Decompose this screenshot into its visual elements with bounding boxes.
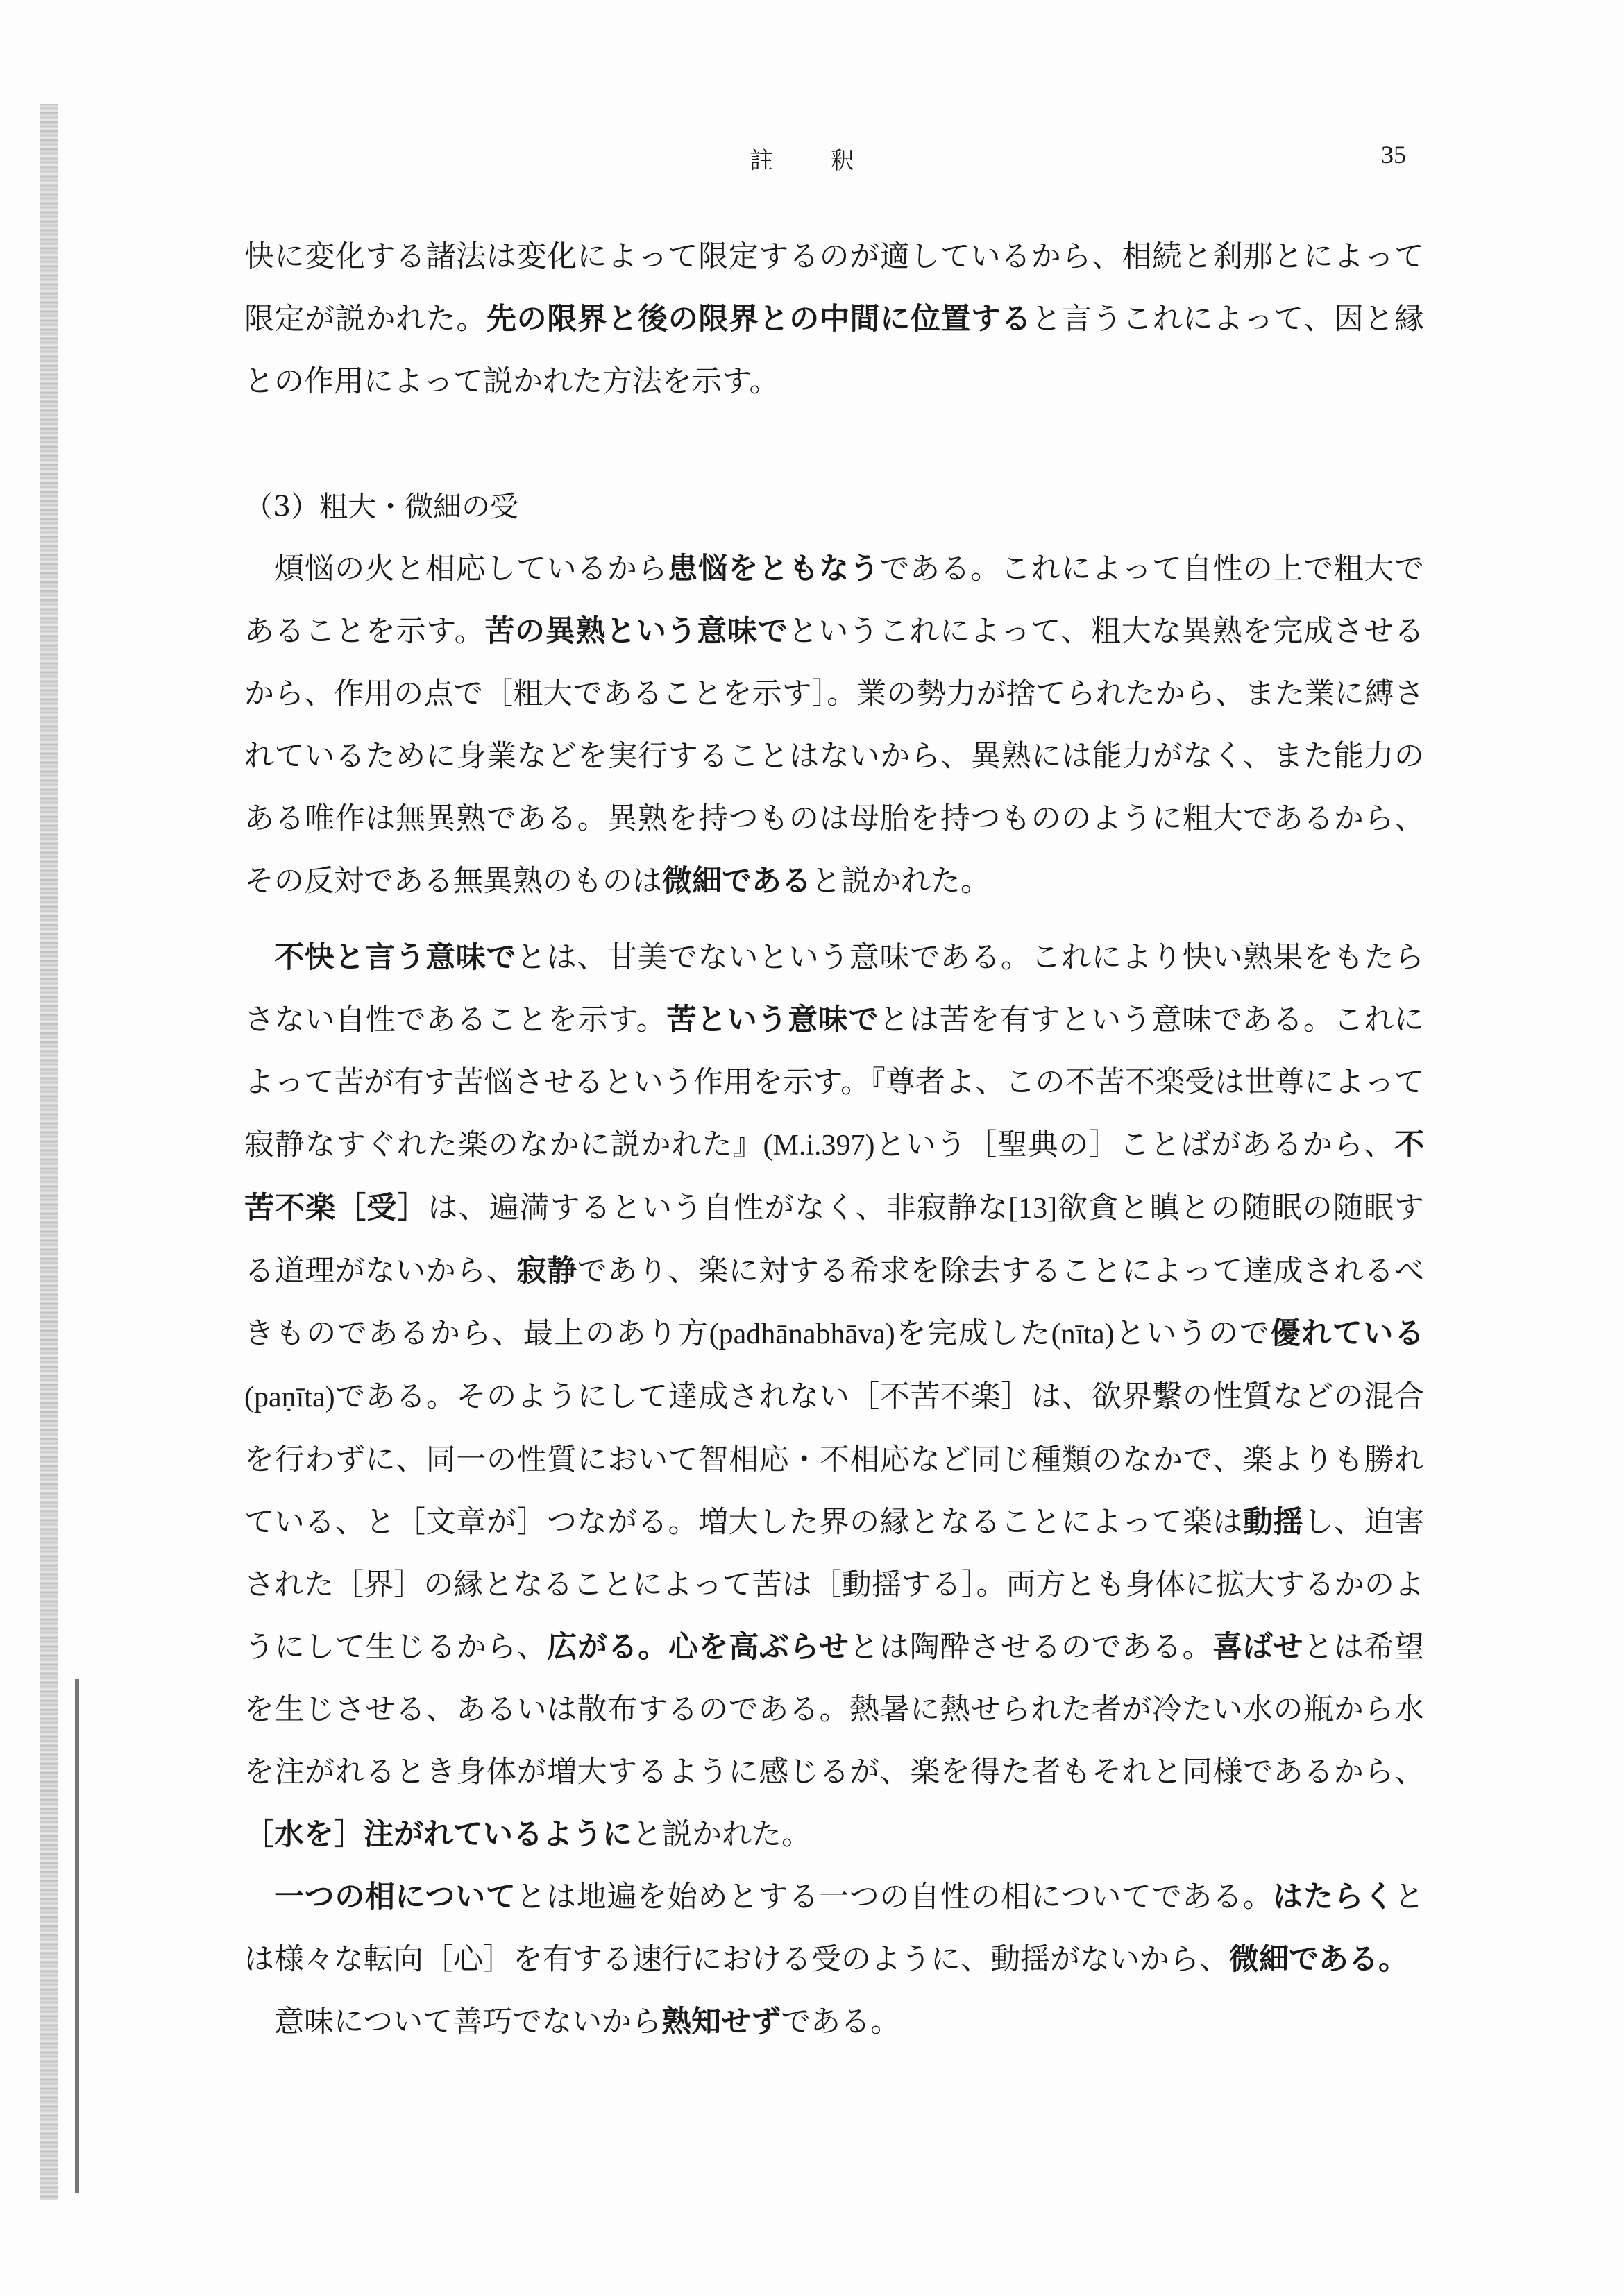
bold-term: 不快と言う意味で [274,940,516,975]
text-run: である。これによって自性の上で粗大であることを示す。 [244,552,1425,649]
text-run: と説かれた。 [811,864,990,899]
paragraph [244,538,1424,912]
text-run: である。そのようにして達成されない［不苦不楽］は、欲界繫の性質などの混合を行わずに、同一の性質において智相応・不相応など同じ種類のなかで、楽よりも勝れている、と［文章が］つながる。増大した界の縁となることによって楽は [244,1379,1424,1540]
bold-term: 寂静 [516,1254,577,1289]
paragraph [244,926,1424,1866]
bold-term: 先の限界と後の限界との中間に位置する [487,302,1032,337]
text-run: とは苦を有すという意味である。これによって苦が有す苦悩させるという作用を示す。『尊者よ、この不苦不楽受は世尊によって寂静なすぐれた楽のなかに説かれた』 [244,1003,1425,1162]
text-run: である。 [781,2005,901,2039]
page-number: 35 [1381,141,1406,169]
bold-term: ［水を］注がれているように [244,1817,632,1852]
bold-term: 患悩をともなう [668,552,880,586]
latin-reference: (M.i.397) [763,1130,875,1162]
text-run: とは陶酔させるのである。 [849,1630,1213,1665]
text-run: とは様々な転向［心］を有する速行における受のように、動揺がないから、 [244,1880,1425,1977]
text-run: し、迫害された［界］の縁となることによって苦は［動揺する］。両方とも身体に拡大するかのようにして生じるから、 [244,1505,1425,1665]
section-heading [244,475,1424,538]
text-run: とは、甘美でないという意味である。これにより快い熟果をもたらさない自性であることを示す。 [244,940,1425,1037]
text-run: と説かれた。 [632,1817,811,1852]
text-run: 欲貪と瞋との随眠の随眠する道理がないから、 [244,1191,1425,1289]
text-run: というので [1114,1316,1271,1351]
bold-term: 優れている [1270,1316,1424,1351]
bold-term: はたらく [1273,1880,1395,1914]
text-run: とは希望を生じさせる、あるいは散布するのである。熱暑に熱せられた者が冷たい水の瓶から水を注がれるとき身体が増大するように感じるが、楽を得た者もそれと同様であるから、 [244,1630,1425,1789]
latin-reference: (padhānabhāva) [709,1318,895,1350]
bold-term: 広がる。心を高ぶらせ [547,1630,849,1665]
text-run: と言うこれによって、因と縁との作用によって説かれた方法を示す。 [244,302,1425,399]
text-run: 意味について善巧でないから [274,2005,662,2039]
bold-term: 苦という意味で [666,1003,879,1037]
text-run: という［聖典の］ことばがあるから、 [874,1128,1395,1162]
bold-term: 微細である [662,864,811,899]
page-body [244,226,1424,2053]
running-header: 註 釈 [750,147,879,175]
bold-term: 苦の異熟という意味で [484,614,788,649]
latin-reference: (paṇīta) [244,1381,335,1413]
text-run: 快に変化する諸法は変化によって限定するのが適しているから、相続と刹那とによって限定が説かれた。 [244,239,1424,337]
text-run: は、遍満するという自性がなく、非寂静な [428,1191,1009,1225]
scan-binding-shadow [75,1679,79,2193]
paragraph-continuation [244,226,1424,413]
bold-term: 熟知せず [661,2005,781,2039]
text-run: を完成した [895,1316,1051,1351]
text-run: であり、楽に対する希求を除去することによって達成されるべきものであるから、最上のあり方 [244,1254,1425,1351]
text-run: 煩悩の火と相応しているから [274,552,668,586]
text-run: （3）粗大・微細の受 [244,490,519,523]
text-run: とは地遍を始めとする一つの自性の相についてである。 [516,1880,1274,1914]
bold-term: 一つの相について [274,1880,516,1914]
latin-reference: (nīta) [1051,1318,1115,1350]
text-run: というこれによって、粗大な異熟を完成させるから、作用の点で［粗大であることを示す］。業の勢力が捨てられたから、また業に縛されているために身業などを実行することはないから、異熟には能力がなく、また能力のある唯作は無異熟である。異熟を持つものは母胎を持つもののように粗大であるから、その反対である無異熟のものは [244,614,1425,899]
bold-term: 喜ばせ [1212,1630,1304,1665]
paragraph [244,1991,1424,2053]
paragraph [244,1866,1424,1991]
bold-term: 微細である。 [1229,1942,1408,1977]
bold-term: 動揺 [1242,1505,1304,1540]
latin-reference: [13] [1008,1193,1058,1225]
scan-binding-edge [40,104,58,2200]
bold-term: 不苦不楽［受］ [244,1128,1425,1225]
